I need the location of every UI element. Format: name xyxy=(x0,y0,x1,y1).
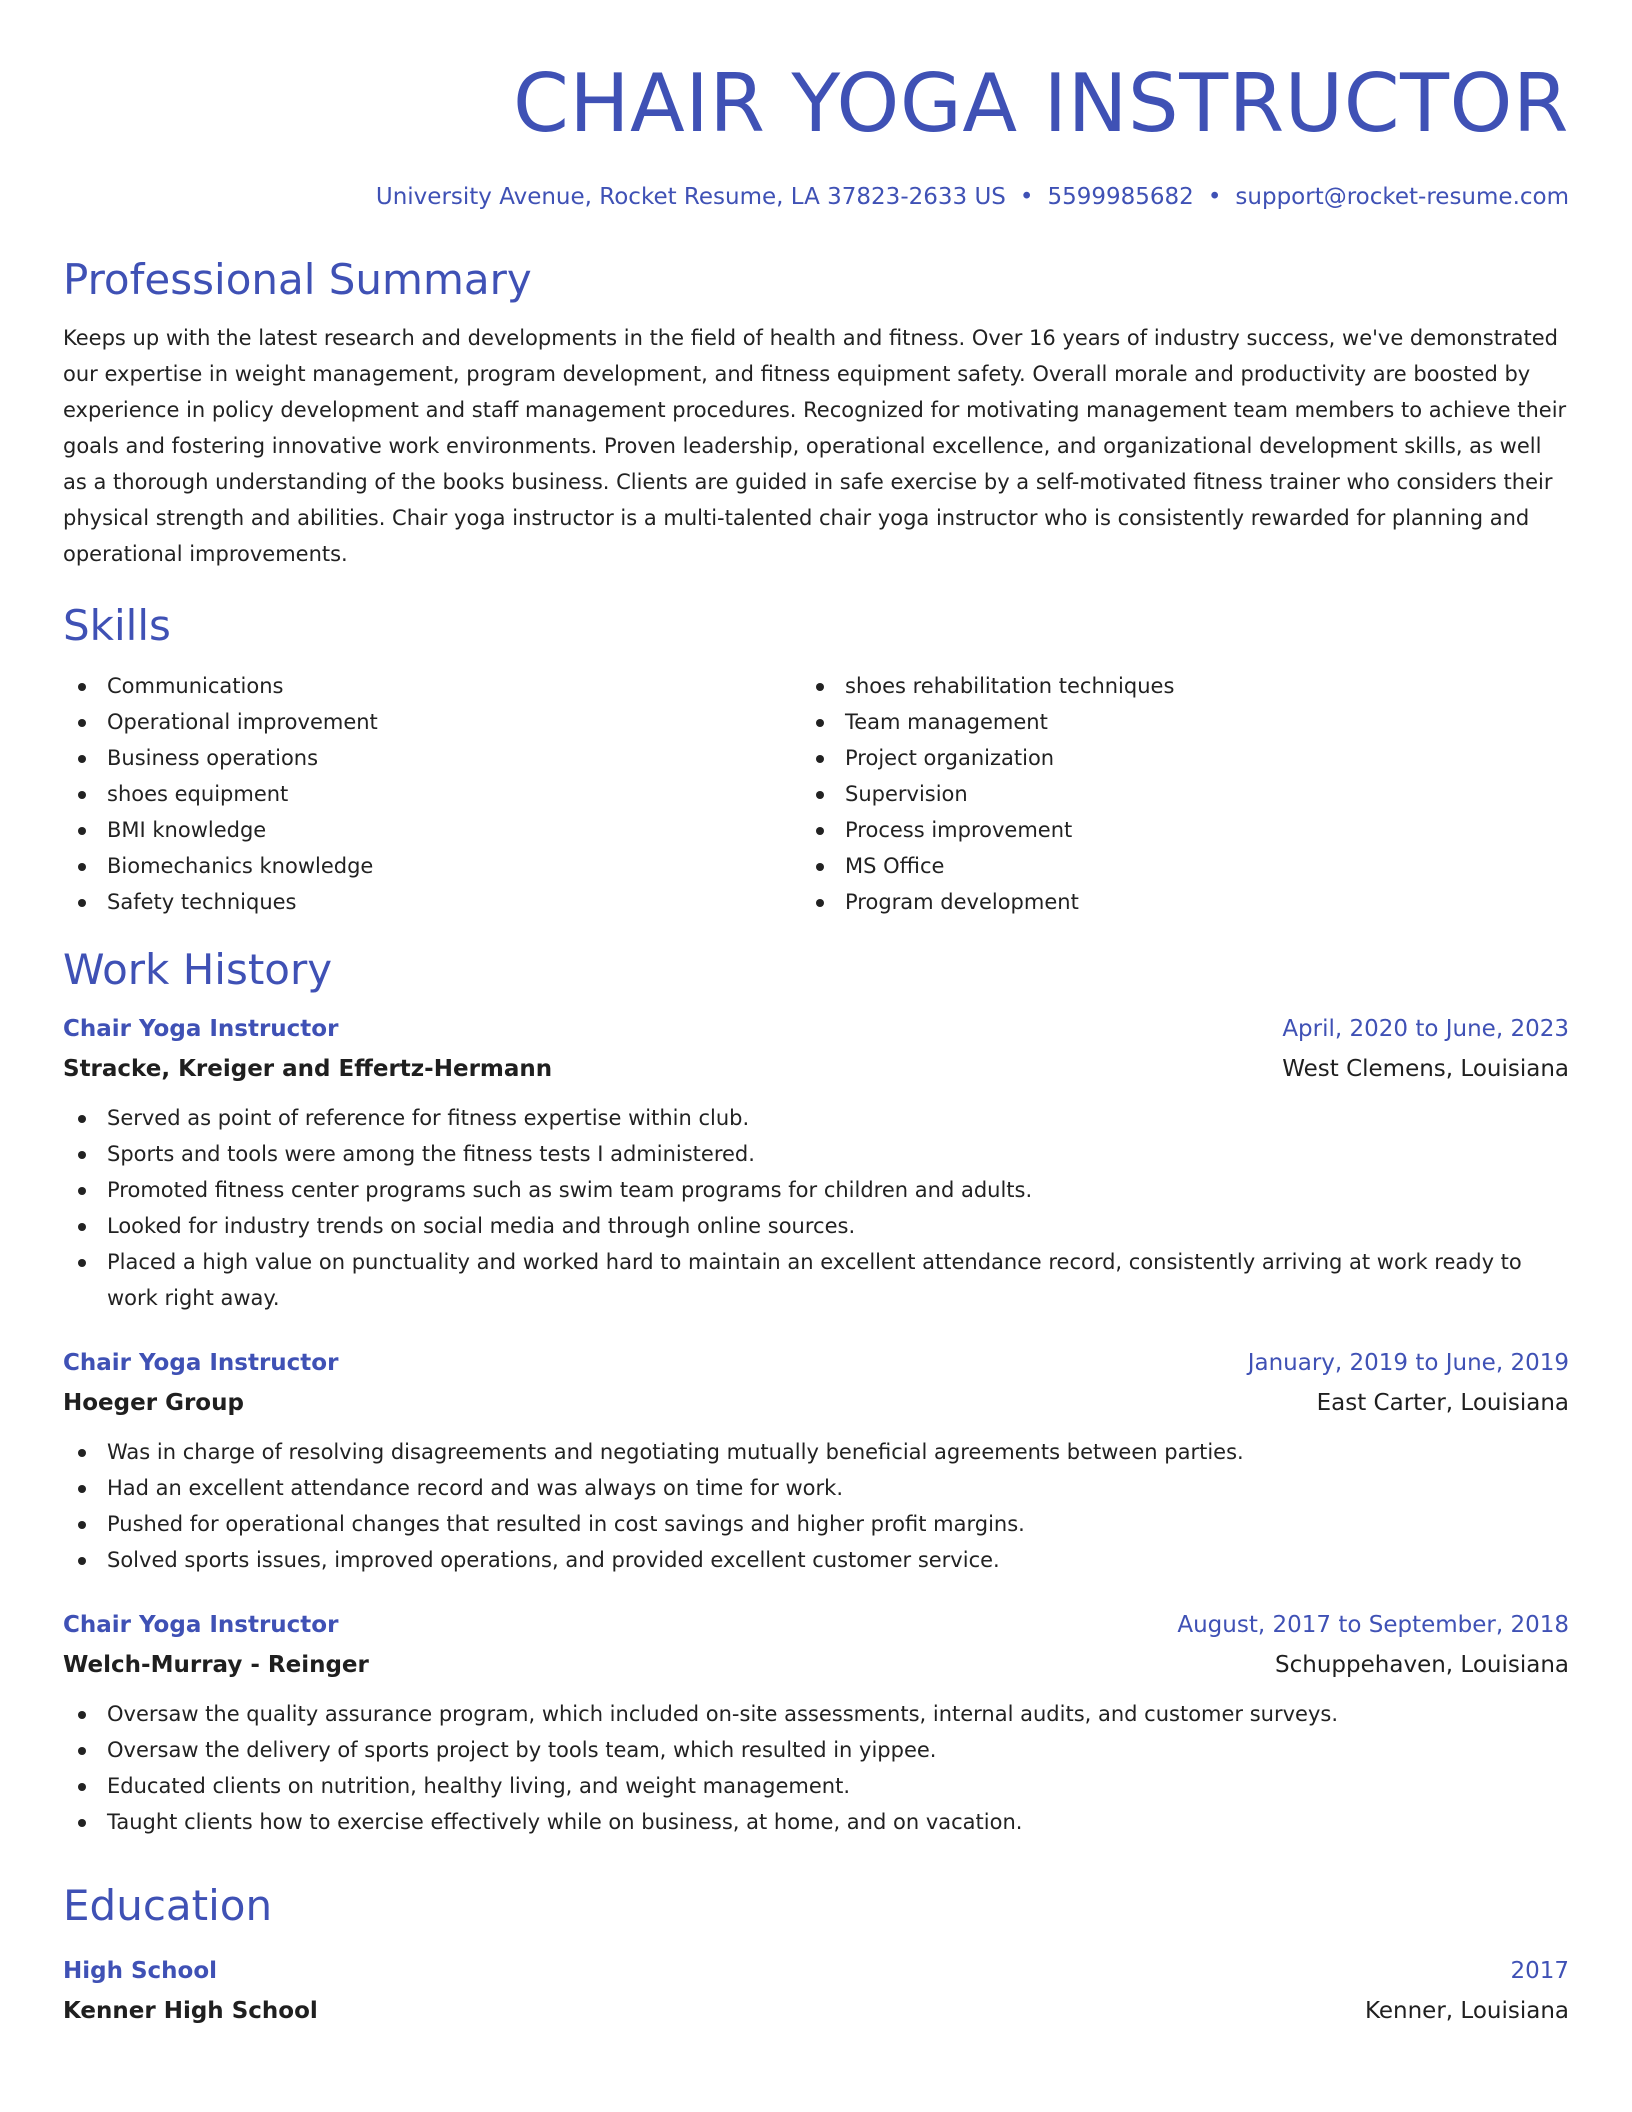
skill-item: Business operations xyxy=(63,740,801,776)
job-duty: Promoted fitness center programs such as swim team programs for children and adults. xyxy=(63,1172,1569,1208)
job-location: West Clemens, Louisiana xyxy=(1282,1056,1569,1082)
job-duty: Pushed for operational changes that resulted in cost savings and higher profit margins. xyxy=(63,1506,1569,1542)
job-role: Chair Yoga Instructor xyxy=(63,1612,339,1638)
job-entry xyxy=(63,1608,1569,1840)
skill-item: shoes equipment xyxy=(63,776,801,812)
skill-item: Biomechanics knowledge xyxy=(63,848,801,884)
contact-address: University Avenue, Rocket Resume, LA 37823-2633 US xyxy=(375,184,1006,210)
job-duty: Looked for industry trends on social media and through online sources. xyxy=(63,1208,1569,1244)
contact-separator: • xyxy=(1019,184,1034,210)
job-role: Chair Yoga Instructor xyxy=(63,1016,339,1042)
work-history-heading: Work History xyxy=(63,945,333,994)
skills-heading: Skills xyxy=(63,601,171,650)
skill-item: Safety techniques xyxy=(63,884,801,920)
job-duty: Served as point of reference for fitness expertise within club. xyxy=(63,1100,1569,1136)
skill-item: Team management xyxy=(801,704,1174,740)
education-subheader xyxy=(63,1994,1569,2028)
skill-item: Project organization xyxy=(801,740,1174,776)
job-dates: August, 2017 to September, 2018 xyxy=(1177,1612,1569,1638)
skill-item: Program development xyxy=(801,884,1174,920)
job-duty: Educated clients on nutrition, healthy living, and weight management. xyxy=(63,1768,1569,1804)
education-year: 2017 xyxy=(1510,1958,1569,1984)
contact-separator: • xyxy=(1207,184,1222,210)
education-entry xyxy=(63,1954,1569,2028)
job-company: Hoeger Group xyxy=(63,1390,244,1416)
job-header xyxy=(63,1346,1569,1380)
job-duties xyxy=(63,1696,1569,1840)
job-company: Welch-Murray - Reinger xyxy=(63,1652,369,1678)
job-entry xyxy=(63,1012,1569,1316)
job-duties xyxy=(63,1100,1569,1316)
job-role: Chair Yoga Instructor xyxy=(63,1350,339,1376)
job-dates: January, 2019 to June, 2019 xyxy=(1247,1350,1569,1376)
job-duty: Oversaw the quality assurance program, which included on-site assessments, internal audits, and customer surveys. xyxy=(63,1696,1569,1732)
job-duty: Placed a high value on punctuality and worked hard to maintain an excellent attendance record, consistently arriving at work ready to work right away. xyxy=(63,1244,1569,1316)
skill-item: Process improvement xyxy=(801,812,1174,848)
skill-item: BMI knowledge xyxy=(63,812,801,848)
job-header xyxy=(63,1012,1569,1046)
job-duties xyxy=(63,1434,1569,1578)
job-duty: Was in charge of resolving disagreements and negotiating mutually beneficial agreements between parties. xyxy=(63,1434,1569,1470)
job-duty: Taught clients how to exercise effectively while on business, at home, and on vacation. xyxy=(63,1804,1569,1840)
skills-column-right xyxy=(801,668,1174,920)
job-duty: Solved sports issues, improved operations, and provided excellent customer service. xyxy=(63,1542,1569,1578)
contact-email[interactable]: support@rocket-resume.com xyxy=(1235,184,1569,210)
job-duty: Had an excellent attendance record and was always on time for work. xyxy=(63,1470,1569,1506)
summary-heading: Professional Summary xyxy=(63,255,532,304)
skill-item: MS Office xyxy=(801,848,1174,884)
contact-line xyxy=(63,182,1569,212)
education-header xyxy=(63,1954,1569,1988)
job-location: Schuppehaven, Louisiana xyxy=(1275,1652,1569,1678)
job-dates: April, 2020 to June, 2023 xyxy=(1282,1016,1569,1042)
job-subheader xyxy=(63,1648,1569,1682)
skill-item: Communications xyxy=(63,668,801,704)
job-duty: Sports and tools were among the fitness tests I administered. xyxy=(63,1136,1569,1172)
job-entry xyxy=(63,1346,1569,1578)
skill-item: shoes rehabilitation techniques xyxy=(801,668,1174,704)
education-heading: Education xyxy=(63,1881,273,1930)
education-location: Kenner, Louisiana xyxy=(1364,1998,1569,2024)
skills-list xyxy=(63,668,1569,920)
job-duty: Oversaw the delivery of sports project by tools team, which resulted in yippee. xyxy=(63,1732,1569,1768)
skills-column-left xyxy=(63,668,801,920)
job-location: East Carter, Louisiana xyxy=(1316,1390,1569,1416)
job-subheader xyxy=(63,1386,1569,1420)
job-subheader xyxy=(63,1052,1569,1086)
skill-item: Supervision xyxy=(801,776,1174,812)
contact-phone: 5599985682 xyxy=(1047,184,1194,210)
education-degree: High School xyxy=(63,1958,218,1984)
resume-title: CHAIR YOGA INSTRUCTOR xyxy=(513,57,1569,150)
job-company: Stracke, Kreiger and Effertz-Hermann xyxy=(63,1056,553,1082)
summary-text: Keeps up with the latest research and developments in the field of health and fitness. Over 16 years of industry success, we've demonstrated our expertise in weight management, program development, and fitness equipment safety. Overall morale and productivity are boosted by experience in policy development and staff management procedures. Recognized for motivating management team members to achieve their goals and fostering innovative work environments. Proven leadership, operational excellence, and organizational development skills, as well as a thorough understanding of the books business. Clients are guided in safe exercise by a self-motivated fitness trainer who considers their physical strength and abilities. Chair yoga instructor is a multi-talented chair yoga instructor who is consistently rewarded for planning and operational improvements. xyxy=(63,326,1567,566)
education-school: Kenner High School xyxy=(63,1998,318,2024)
job-header xyxy=(63,1608,1569,1642)
skill-item: Operational improvement xyxy=(63,704,801,740)
